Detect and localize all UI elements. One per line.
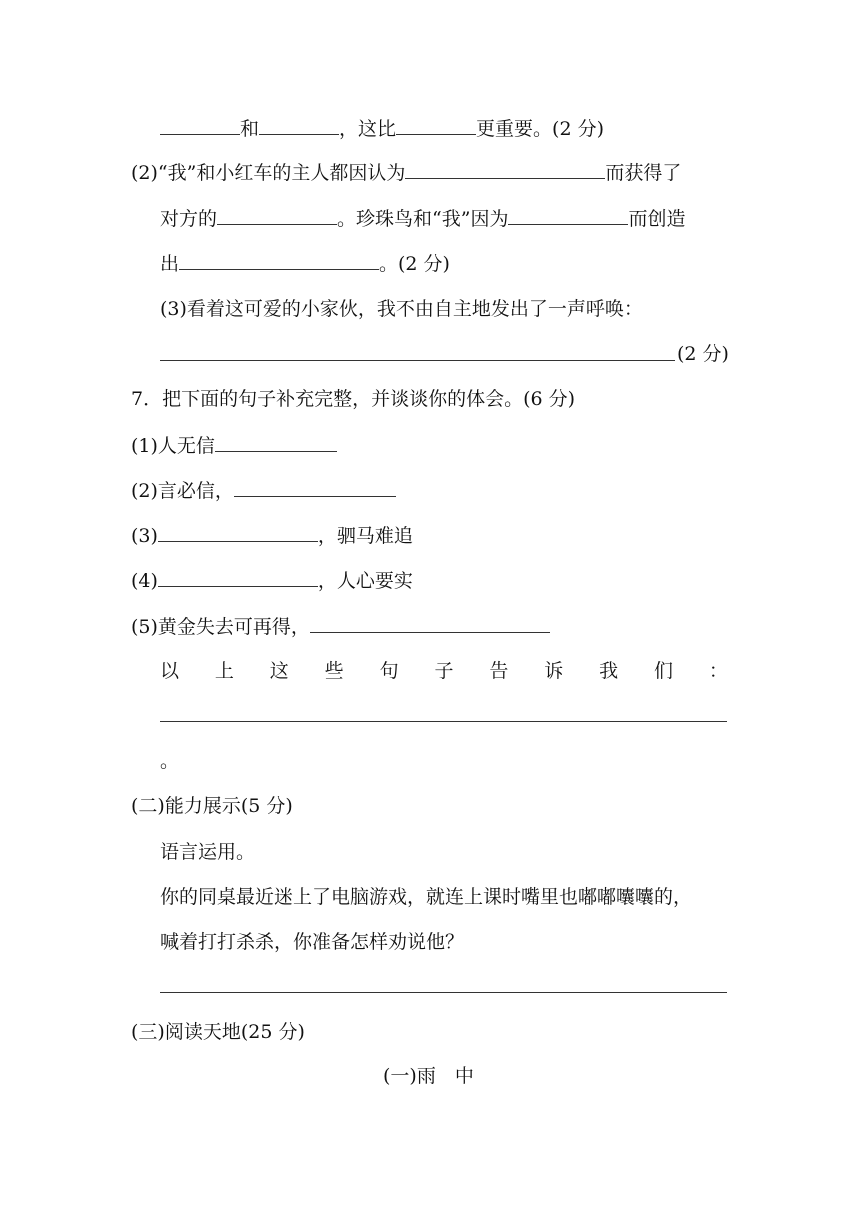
answer-blank[interactable]: [217, 206, 337, 225]
q7-item-4: (4) ，人心要实: [131, 570, 413, 592]
q6-3-text: (3)看着这可爱的小家伙，我不由自主地发出了一声呼唤：: [160, 298, 643, 320]
section-2-paragraph-2: 喊着打打杀杀，你准备怎样劝说他？: [160, 931, 465, 953]
q7-title: 7．把下面的句子补充完整，并谈谈你的体会。(6 分): [131, 388, 576, 410]
q6-3-score: (2 分): [677, 343, 729, 365]
answer-blank[interactable]: [508, 206, 628, 225]
answer-blank[interactable]: [215, 433, 337, 452]
q7-item-5: (5)黄金失去可再得，: [131, 614, 550, 639]
answer-line[interactable]: [160, 992, 727, 993]
q6-1-line2: 和 ，这比 更重要。(2 分): [160, 116, 604, 141]
answer-blank[interactable]: [158, 568, 318, 587]
q6-2-line3: 出 。(2 分): [160, 253, 450, 275]
section-2-paragraph-1: 你的同桌最近迷上了电脑游戏，就连上课时嘴里也嘟嘟囔囔的，: [160, 886, 693, 908]
end-mark: 。: [160, 750, 180, 772]
q7-summary-prompt: 以 上 这 些 句 子 告 诉 我 们 ：: [160, 660, 728, 682]
q7-item-1: (1)人无信: [131, 433, 337, 458]
section-2-subtitle: 语言运用。: [160, 841, 256, 863]
answer-blank[interactable]: [179, 251, 379, 270]
answer-line[interactable]: [160, 360, 675, 361]
answer-blank[interactable]: [310, 614, 550, 633]
answer-blank[interactable]: [234, 478, 396, 497]
section-2-title: (二)能力展示(5 分): [131, 795, 293, 817]
q6-2-line1: (2)“我”和小红车的主人都因认为 而获得了: [131, 162, 682, 184]
answer-blank[interactable]: [396, 116, 476, 135]
article-title: (一)雨 中: [383, 1065, 474, 1087]
q7-item-2: (2)言必信，: [131, 478, 396, 503]
q6-2-line2: 对方的 。珍珠鸟和“我”因为 而创造: [160, 208, 686, 230]
answer-blank[interactable]: [160, 116, 240, 135]
section-3-title: (三)阅读天地(25 分): [131, 1021, 305, 1043]
q7-item-3: (3) ，驷马难追: [131, 525, 413, 547]
answer-blank[interactable]: [405, 160, 605, 179]
answer-blank[interactable]: [259, 116, 339, 135]
answer-line[interactable]: [160, 721, 727, 722]
answer-blank[interactable]: [158, 523, 318, 542]
